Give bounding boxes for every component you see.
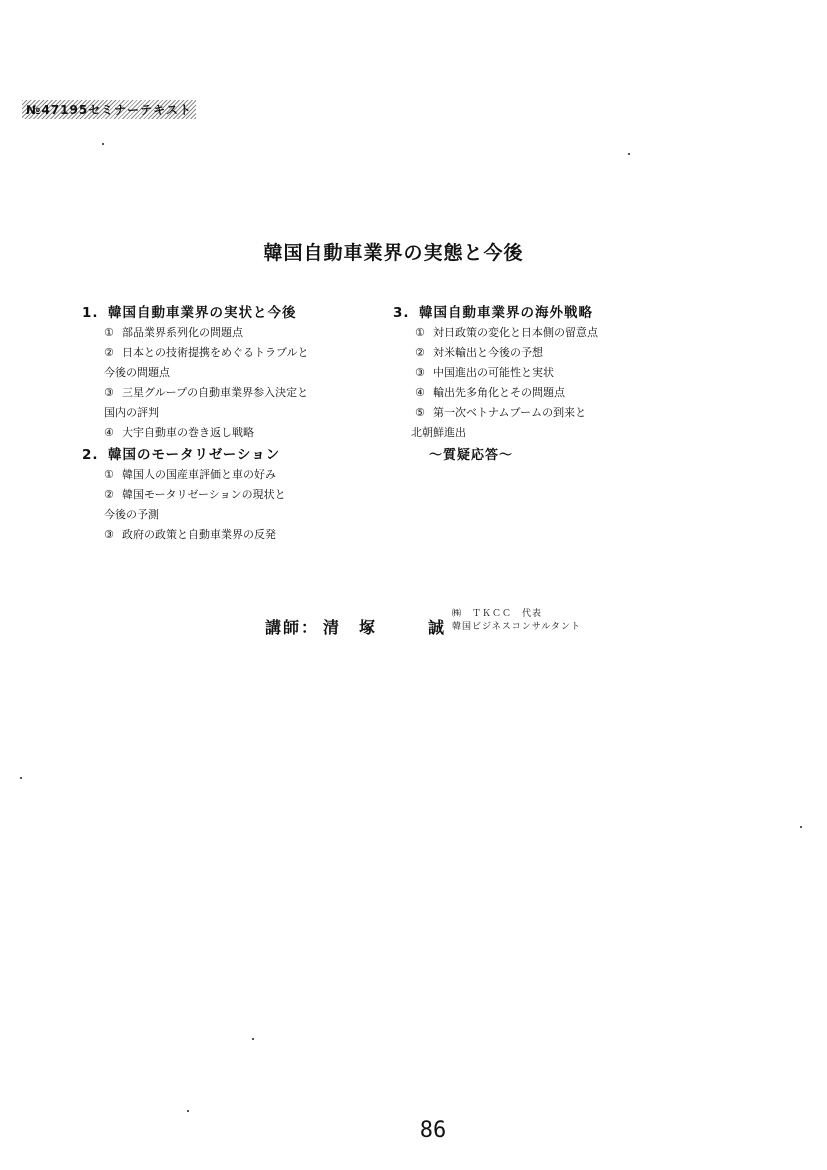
item-text: 中国進出の可能性と実状: [433, 366, 554, 379]
section-title: 韓国自動車業界の海外戦略: [419, 305, 593, 321]
section-title: 韓国自動車業界の実状と今後: [108, 305, 297, 321]
qa-session-label: 〜質疑応答〜: [429, 448, 514, 463]
list-item: [82, 485, 382, 505]
list-item-continuation: [82, 363, 382, 383]
affiliation-title: 韓国ビジネスコンサルタント: [452, 622, 581, 632]
section-title: 韓国のモータリゼーション: [108, 447, 281, 463]
lecturer-surname: 清 塚: [323, 618, 378, 637]
section-1: [82, 303, 382, 443]
list-item-continuation: [82, 505, 382, 525]
scan-speck: [187, 1110, 189, 1112]
lecturer-line: [265, 615, 447, 638]
page-title: 韓国自動車業界の実態と今後: [263, 242, 524, 264]
list-item: [82, 423, 382, 443]
list-item: [82, 323, 382, 343]
item-text-cont: 今後の予測: [104, 508, 159, 521]
scan-speck: [252, 1038, 254, 1040]
item-marker: ⑤: [415, 406, 425, 419]
list-item: [82, 465, 382, 485]
lecturer-affiliation: [452, 608, 581, 634]
list-item: [393, 363, 693, 383]
section-number: 3.: [393, 305, 410, 321]
item-text: 輸出先多角化とその問題点: [433, 386, 565, 399]
item-text: 韓国モータリゼーションの現状と: [122, 488, 286, 501]
list-item-continuation: [82, 403, 382, 423]
list-item: [393, 403, 693, 423]
section-heading: [393, 303, 693, 323]
scan-speck: [102, 143, 104, 145]
left-column: [82, 303, 382, 547]
item-marker: ④: [415, 386, 425, 399]
list-item: [82, 383, 382, 403]
list-item: [393, 343, 693, 363]
scan-speck: [20, 777, 22, 779]
section-heading: [82, 445, 382, 465]
lecturer-given-name: 誠: [428, 618, 447, 637]
right-column: [393, 303, 693, 467]
list-item: [82, 343, 382, 363]
item-marker: ①: [104, 468, 114, 481]
item-text: 大宇自動車の巻き返し戦略: [122, 426, 254, 439]
item-marker: ②: [104, 346, 114, 359]
section-number: 1.: [82, 305, 99, 321]
item-text: 日本との技術提携をめぐるトラブルと: [122, 346, 309, 359]
item-text: 対日政策の変化と日本側の留意点: [433, 326, 598, 339]
item-marker: ②: [104, 488, 114, 501]
lecturer-label: 講師：: [265, 618, 320, 637]
list-item: [82, 525, 382, 545]
item-text: 政府の政策と自動車業界の反発: [122, 528, 276, 541]
item-marker: ③: [104, 386, 114, 399]
scan-speck: [628, 153, 630, 155]
seminar-number-tag: №47195セミナーテキスト: [22, 100, 196, 119]
item-text: 韓国人の国産車評価と車の好み: [122, 468, 276, 481]
item-marker: ④: [104, 426, 114, 439]
affiliation-company: ㈱ ＴＫＣＣ 代表: [452, 609, 543, 619]
section-heading: [82, 303, 382, 323]
item-marker: ③: [415, 366, 425, 379]
list-item-continuation: [393, 423, 693, 443]
list-item: [393, 323, 693, 343]
item-text: 対米輸出と今後の予想: [433, 346, 543, 359]
item-text: 部品業界系列化の問題点: [122, 326, 243, 339]
section-3: [393, 303, 693, 443]
item-marker: ②: [415, 346, 425, 359]
item-marker: ③: [104, 528, 114, 541]
item-text: 三星グループの自動車業界参入決定と: [122, 386, 309, 399]
page-number: 86: [419, 1118, 447, 1143]
list-item: [393, 383, 693, 403]
section-number: 2.: [82, 447, 99, 463]
section-2: [82, 445, 382, 545]
item-marker: ①: [415, 326, 425, 339]
item-text-cont: 北朝鮮進出: [411, 426, 466, 439]
item-text-cont: 国内の評判: [104, 406, 159, 419]
item-text-cont: 今後の問題点: [104, 366, 170, 379]
item-marker: ①: [104, 326, 114, 339]
item-text: 第一次ベトナムブームの到来と: [433, 406, 587, 419]
scan-speck: [800, 826, 802, 828]
